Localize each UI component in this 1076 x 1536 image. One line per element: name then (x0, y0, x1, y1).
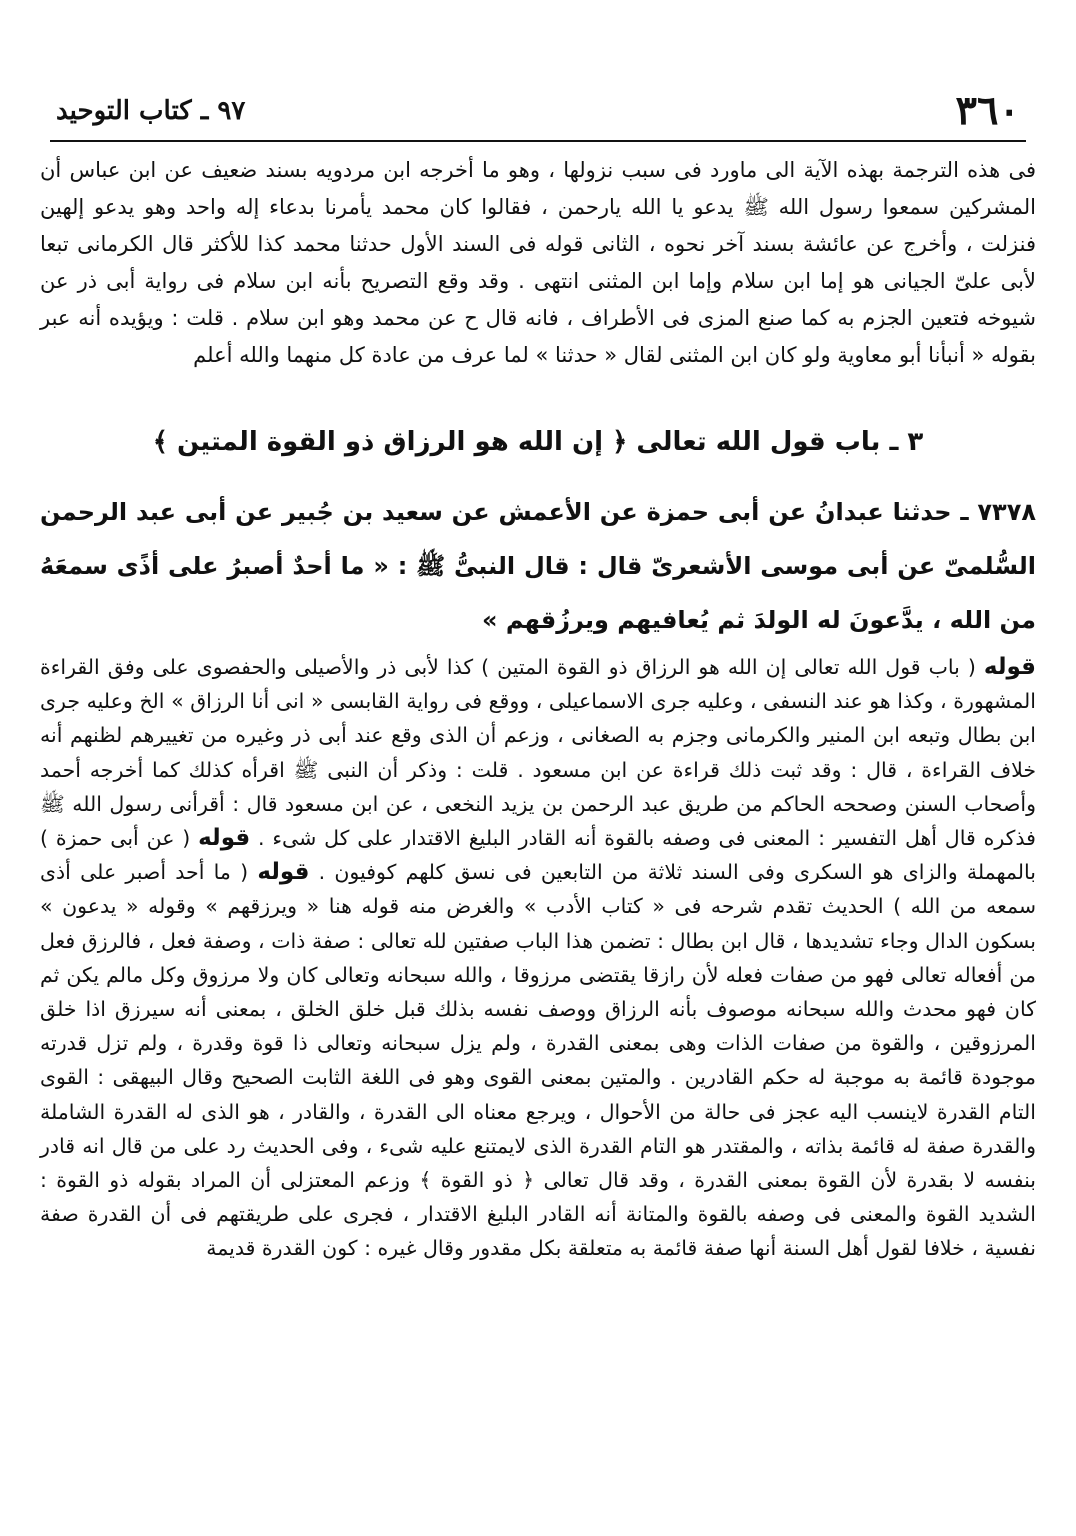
commentary-keyword: قوله (198, 825, 251, 852)
header-divider (50, 140, 1026, 142)
commentary-text: ( عن أبى حمزة ) بالمهملة والزاى هو السكرى وفى السند ثلاثة من التابعين فى نسق كلهم كوفيون . (40, 826, 1036, 885)
running-head: ٩٧ ـ كتاب التوحيد (56, 96, 246, 126)
hadith-text: حدثنا عبدانُ عن أبى حمزة عن الأعمش عن سعيد بن جُبير عن أبى عبد الرحمن السُّلمىّ عن أبى موسى الأشعرىّ قال : قال النبىُّ ﷺ : « ما أحدٌ أصبرُ على أذًى سمعَهُ من الله ، يدَّعونَ له الولدَ ثم يُعافيهم ويرزُقهم » (40, 498, 1036, 634)
commentary-text: ( ما أحد أصبر على أذى سمعه من الله ) الحديث تقدم شرحه فى « كتاب الأدب » والغرض منه قوله هنا « ويرزقهم » وقوله « يدعون » بسكون الدال وجاء تشديدها ، قال ابن بطال : تضمن هذا الباب صفتين لله تعالى : صفة ذات ، وصفة فعل ، فالرزق فعل من أفعاله تعالى فهو من صفات فعله لأن رازقا يقتضى مرزوقا ، والله سبحانه وتعالى كان ولا مرزوق وكل مالم يكن ثم كان فهو محدث والله سبحانه موصوف بأنه الرزاق ووصف نفسه بذلك قبل خلق الخلق ، بمعنى أنه سيرزق اذا خلق المرزوقين ، والقوة من صفات الذات وهى بمعنى القدرة ، ولم يزل سبحانه وتعالى ذا قوة وقدرة ، ولم تزل قدرته موجودة قائمة به موجبة له حكم القادرين . والمتين بمعنى القوى وهو فى اللغة الثابت الصحيح وقال البيهقى : القوى التام القدرة لاينسب اليه عجز فى حالة من الأحوال ، ويرجع معناه الى القدرة ، والقادر ، هو الذى له القدرة الشاملة والقدرة صفة له قائمة بذاته ، والمقتدر هو التام القدرة الذى لايمتنع عليه شىء ، وفى الحديث رد على من قال انه قادر بنفسه لا بقدرة لأن القوة بمعنى القدرة ، وقد قال تعالى ﴿ ذو القوة ﴾ وزعم المعتزلى أن المراد بقوله ذو القوة : الشديد القوة والمعنى فى وصفه بالقوة والمتانة أنه القادر البليغ الاقتدار ، فجرى على طريقتهم فى أن القدرة صفة نفسية ، خلافا لقول أهل السنة أنها صفة قائمة به متعلقة بكل مقدور وقال غيره : كون القدرة قديمة (40, 860, 1036, 1261)
commentary-keyword: قوله (983, 654, 1036, 680)
hadith-block (40, 485, 1036, 647)
commentary-keyword: قوله (257, 859, 310, 886)
commentary-text: ( باب قول الله تعالى إن الله هو الرزاق ذو القوة المتين ) كذا لأبى ذر والأصيلى والحفصوى على وفق القراءة المشهورة ، وكذا هو عند النسفى ، وعليه جرى الاسماعيلى ، ووقع فى رواية القابسى « انى أنا الرزاق » الخ وعليه جرى ابن بطال وتبعه ابن المنير والكرمانى وجزم به الصغانى ، وزعم أن الذى وقع عند أبى ذر وغيره من تغييرهم لظنهم أنه خلاف القراءة ، قال : وقد ثبت ذلك قراءة عن ابن مسعود . قلت : وذكر أن النبى ﷺ اقرأه كذلك كما أخرجه أحمد وأصحاب السنن وصححه الحاكم من طريق عبد الرحمن بن يزيد النخعى ، عن ابن مسعود قال : أقرأنى رسول الله ﷺ فذكره قال أهل التفسير : المعنى فى وصفه بالقوة أنه القادر البليغ الاقتدار على كل شىء . (40, 655, 1036, 851)
page-number: ٣٦٠ (955, 87, 1020, 134)
page-header (56, 84, 1020, 138)
intro-paragraph: فى هذه الترجمة بهذه الآية الى ماورد فى سبب نزولها ، وهو ما أخرجه ابن مردويه بسند ضعيف عن ابن عباس أن المشركين سمعوا رسول الله ﷺ يدعو يا الله يارحمن ، فقالوا كان محمد يأمرنا بدعاء إله واحد وهو يدعو إلهين فنزلت ، وأخرج عن عائشة بسند آخر نحوه ، الثانى قوله فى السند الأول حدثنا محمد كذا للأكثر قال الكرمانى تبعا لأبى علىّ الجيانى هو إما ابن سلام وإما ابن المثنى انتهى . وقد وقع التصريح بأنه ابن سلام فى رواية أبى ذر عن شيوخه فتعين الجزم به كما صنع المزى فى الأطراف ، فانه قال ح عن محمد وهو ابن سلام . قلت : ويؤيده أنه عبر بقوله « أنبأنا أبو معاوية ولو كان ابن المثنى لقال « حدثنا » لما عرف من عادة كل منهما والله أعلم (40, 158, 1036, 367)
commentary-block (40, 650, 1036, 1266)
chapter-heading: ٣ ـ باب قول الله تعالى ﴿ إن الله هو الرزاق ذو القوة المتين ﴾ (152, 427, 924, 457)
hadith-number: ٧٣٧٨ ـ (960, 498, 1036, 526)
